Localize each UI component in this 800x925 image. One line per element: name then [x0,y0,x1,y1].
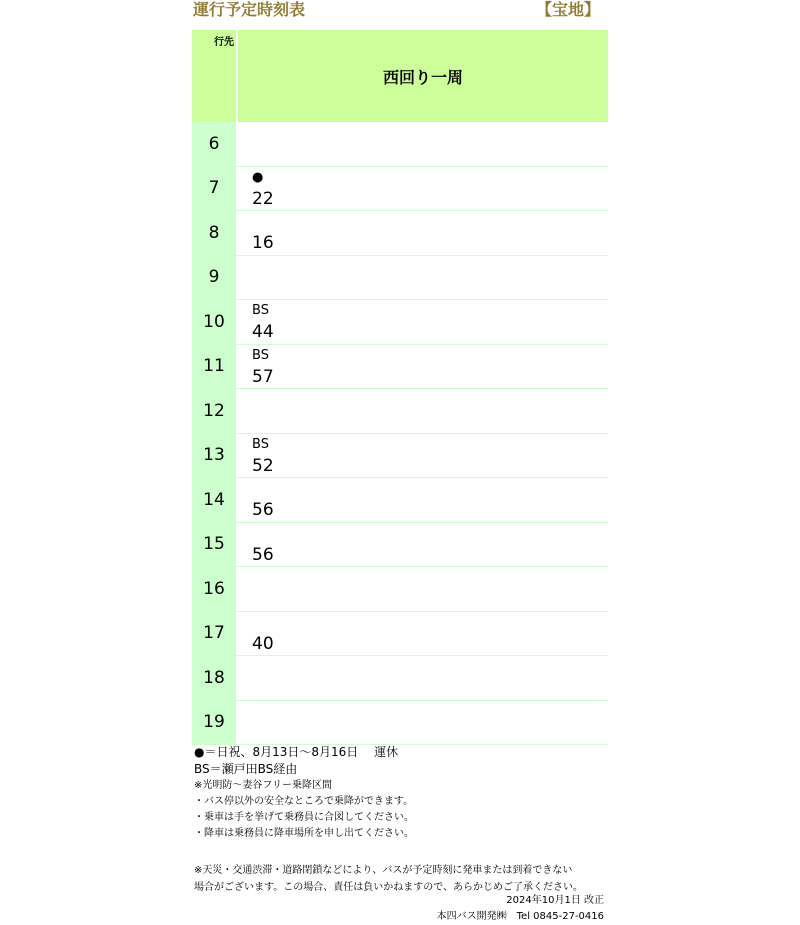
departure-minute: 16 [252,233,274,253]
departure-cell [252,345,608,389]
hour-column-header [192,30,236,122]
departure-cell [252,211,608,255]
departure-cell [252,122,608,166]
destination-header: 西回り一周 [238,30,608,122]
hour-cell: 6 [192,122,236,166]
departure-cell [252,701,608,745]
departure-minute: 22 [252,188,274,209]
timetable-row [192,567,608,612]
timetable-row [192,434,608,479]
notes [194,744,608,842]
timetable-row [192,656,608,701]
hour-cell: 13 [192,434,236,478]
timetable-row [192,523,608,568]
hour-cell: 7 [192,167,236,211]
service-mark: BS [252,303,269,318]
departure-minute: 56 [252,500,274,520]
service-mark: ● [252,169,264,185]
timetable-row [192,612,608,657]
timetable-title-bar [193,0,608,22]
free-zone-rule-3: ・降車は乗務員に降車場所を申し出てください。 [194,828,414,839]
timetable-row [192,345,608,390]
disclaimer-line: 場合がございます。この場合、責任は負いかねますので、あらかじめご了承ください。 [194,882,583,893]
timetable-row [192,211,608,256]
free-zone-rule-1: ・バス停以外の安全なところで乗降ができます。 [194,796,414,807]
timetable [192,30,608,745]
timetable-row [192,256,608,301]
revision-date: 2024年10月1日 改正 [506,895,604,906]
departure-cell [252,656,608,700]
departure-minute: 52 [252,455,274,476]
hour-cell: 17 [192,612,236,656]
hour-cell: 18 [192,656,236,700]
page-title: 運行予定時刻表 [193,0,306,19]
free-zone-rule-2: ・乗車は手を挙げて乗務員に合図してください。 [194,812,414,823]
hour-cell: 8 [192,211,236,255]
timetable-rows [192,122,608,745]
disclaimer-line: ※天災・交通渋滞・道路閉鎖などにより、バスが予定時刻に発車または到着できない [194,865,573,876]
departure-cell [252,389,608,433]
stop-name: 【宝地】 [535,0,600,19]
hour-cell: 14 [192,478,236,522]
service-mark: BS [252,347,269,363]
timetable-row [192,389,608,434]
timetable-row [192,701,608,746]
departure-cell [252,523,608,567]
departure-cell [252,256,608,300]
departure-cell [252,478,608,522]
departure-minute: 44 [252,322,274,342]
disclaimer [194,862,604,896]
departure-minute: 57 [252,366,274,387]
timetable-header [192,30,608,122]
departure-cell [252,434,608,478]
destination-label: 行先 [214,37,234,48]
hour-cell: 11 [192,345,236,389]
departure-cell [252,567,608,611]
departure-cell [252,300,608,344]
hour-cell: 12 [192,389,236,433]
company-contact: 本四バス開発㈱ Tel 0845-27-0416 [436,911,604,922]
departure-cell [252,612,608,656]
departure-minute: 56 [252,544,274,565]
hour-cell: 9 [192,256,236,300]
departure-cell [252,167,608,211]
departure-minute: 40 [252,633,274,654]
timetable-row [192,478,608,523]
free-zone-note: ※光明防～妻谷フリー乗降区間 [194,780,332,791]
timetable-row [192,122,608,167]
service-mark: BS [252,436,269,452]
timetable-row [192,300,608,345]
footer [400,893,604,925]
timetable-row [192,167,608,212]
hour-cell: 10 [192,300,236,344]
hour-cell: 16 [192,567,236,611]
legend-bs: BS＝瀬戸田BS経由 [194,762,298,776]
hour-cell: 19 [192,701,236,745]
legend-holiday: ●＝日祝、8月13日～8月16日 運休 [194,745,399,759]
hour-cell: 15 [192,523,236,567]
